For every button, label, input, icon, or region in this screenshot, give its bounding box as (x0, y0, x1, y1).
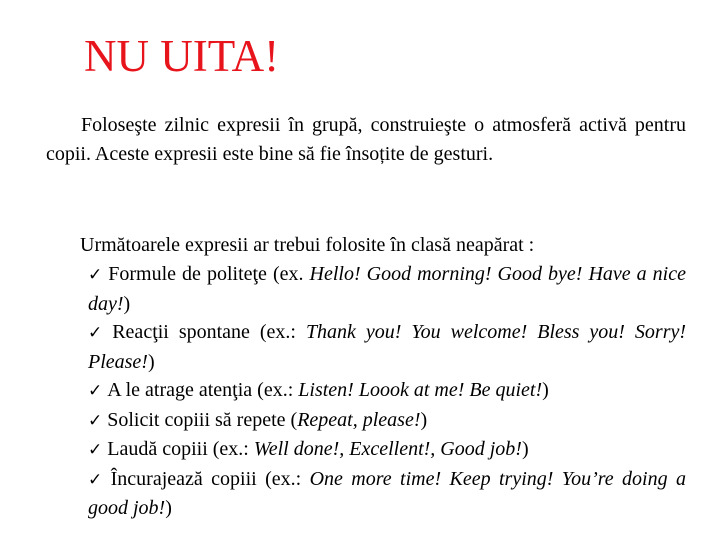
item-label: Reacţii spontane (ex.: (112, 321, 306, 343)
list-item (88, 465, 686, 523)
list-item (88, 406, 686, 436)
item-label: Încurajează copiii (ex.: (110, 467, 310, 490)
item-label: Solicit copiii să repete ( (107, 408, 298, 431)
item-examples: Repeat, please! (297, 408, 421, 431)
item-close: ) (123, 292, 131, 315)
list-item (88, 376, 686, 406)
checkmark-icon: ✓ (88, 381, 103, 401)
expressions-list (88, 260, 686, 523)
item-label: A le atrage atenţia (ex.: (107, 379, 299, 401)
item-label: Laudă copiii (ex.: (107, 438, 254, 460)
list-lead-text: Următoarele expresii ar trebui folosite în clasă neapărat : (80, 234, 535, 256)
item-examples: Well done!, Excellent!, Good job! (253, 438, 522, 460)
checkmark-icon: ✓ (88, 265, 104, 285)
item-label: Formule de politeţe (ex. (108, 263, 310, 285)
item-examples: Listen! Loook at me! Be quiet! (298, 379, 543, 401)
checkmark-icon: ✓ (88, 323, 108, 343)
item-examples: One more time! Keep trying! You’re doing a good job! (88, 467, 686, 519)
checkmark-icon: ✓ (88, 469, 106, 490)
page-title: NU UITA! (84, 31, 280, 81)
checkmark-icon: ✓ (88, 440, 103, 460)
list-item (88, 435, 686, 465)
item-examples: Thank you! You welcome! Bless you! Sorry! Please! (88, 321, 687, 373)
item-close: ) (165, 497, 172, 519)
item-close: ) (521, 438, 529, 460)
item-examples: Hello! Good morning! Good bye! Have a nice day! (88, 263, 686, 315)
list-item (88, 260, 686, 318)
intro-paragraph: Foloseşte zilnic expresii în grupă, construieşte o atmosferă activă pentru copii. Aceste expresii este bine să fie însoțite de gesturi. (46, 114, 686, 165)
checkmark-icon: ✓ (88, 410, 103, 431)
item-close: ) (542, 379, 549, 401)
item-close: ) (147, 350, 155, 373)
list-item (88, 318, 686, 376)
item-close: ) (420, 408, 428, 431)
